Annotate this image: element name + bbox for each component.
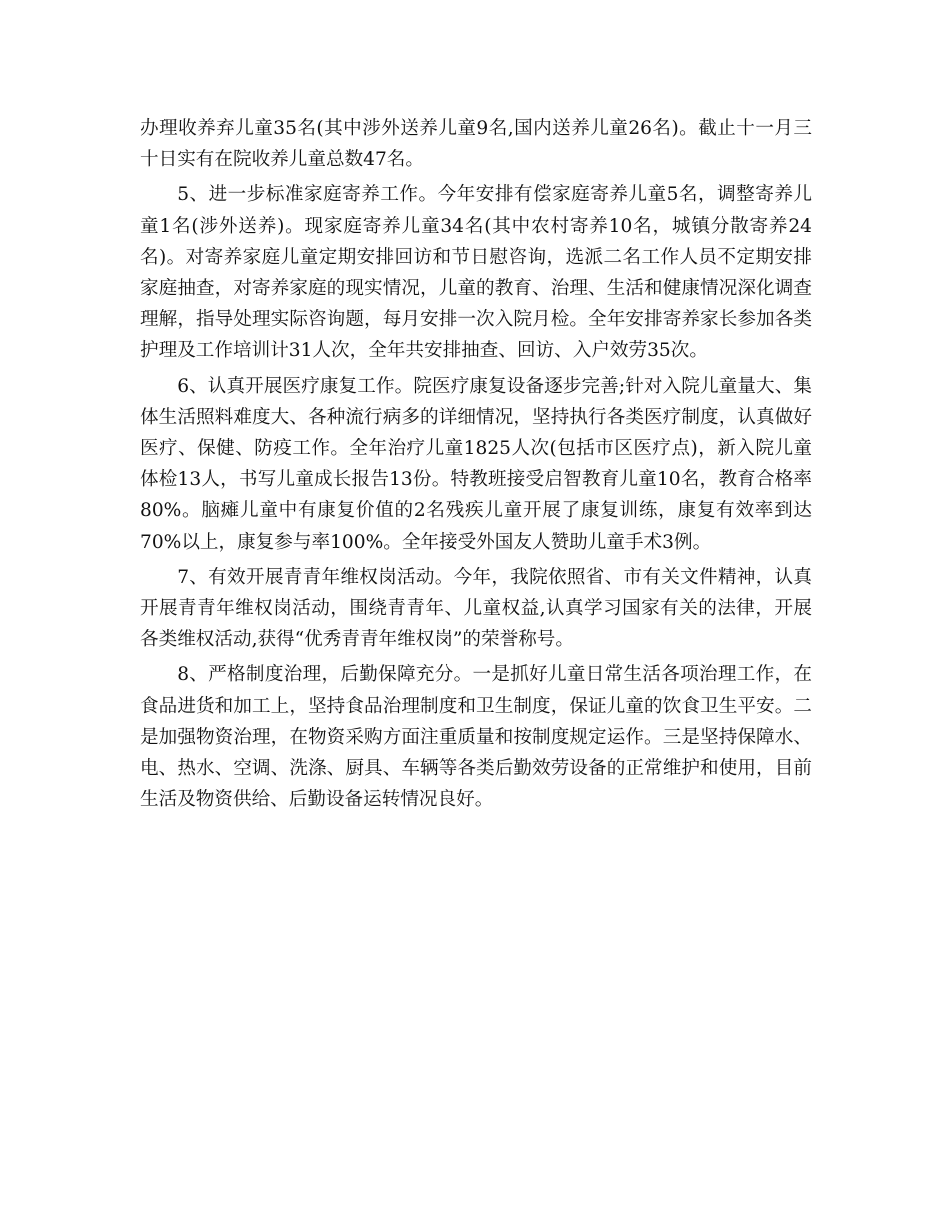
paragraph-item-5: 5、进一步标准家庭寄养工作。今年安排有偿家庭寄养儿童5名，调整寄养儿童1名(涉外送养)。现家庭寄养儿童34名(其中农村寄养10名，城镇分散寄养24名)。对寄养家庭儿童定期安排回访和节日慰咨询，选派二名工作人员不定期安排家庭抽查，对寄养家庭的现实情况，儿童的教育、治理、生活和健康情况深化调查理解，指导处理实际咨询题，每月安排一次入院月检。全年安排寄养家长参加各类护理及工作培训计31人次，全年共安排抽查、回访、入户效劳35次。 xyxy=(140,184,812,362)
paragraph-item-8: 8、严格制度治理，后勤保障充分。一是抓好儿童日常生活各项治理工作，在食品进货和加工上，坚持食品治理制度和卫生制度，保证儿童的饮食卫生平安。二是加强物资治理，在物资采购方面注重质量和按制度规定运作。三是坚持保障水、电、热水、空调、洗涤、厨具、车辆等各类后勤效劳设备的正常维护和使用，目前生活及物资供给、后勤设备运转情况良好。 xyxy=(140,664,812,811)
paragraph-item-6: 6、认真开展医疗康复工作。院医疗康复设备逐步完善;针对入院儿童量大、集体生活照料难度大、各种流行病多的详细情况，坚持执行各类医疗制度，认真做好医疗、保健、防疫工作。全年治疗儿童1825人次(包括市区医疗点)，新入院儿童体检13人，书写儿童成长报告13份。特教班接受启智教育儿童10名，教育合格率80%。脑瘫儿童中有康复价值的2名残疾儿童开展了康复训练，康复有效率到达70%以上，康复参与率100%。全年接受外国友人赞助儿童手术3例。 xyxy=(140,375,812,553)
paragraph-item-7: 7、有效开展青青年维权岗活动。今年，我院依照省、市有关文件精神，认真开展青青年维权岗活动，围绕青青年、儿童权益,认真学习国家有关的法律，开展各类维权活动,获得“优秀青青年维权岗”的荣誉称号。 xyxy=(140,566,812,651)
document-body xyxy=(140,113,812,819)
paragraph-continuation: 办理收养弃儿童35名(其中涉外送养儿童9名,国内送养儿童26名)。截止十一月三十日实有在院收养儿童总数47名。 xyxy=(140,118,812,171)
